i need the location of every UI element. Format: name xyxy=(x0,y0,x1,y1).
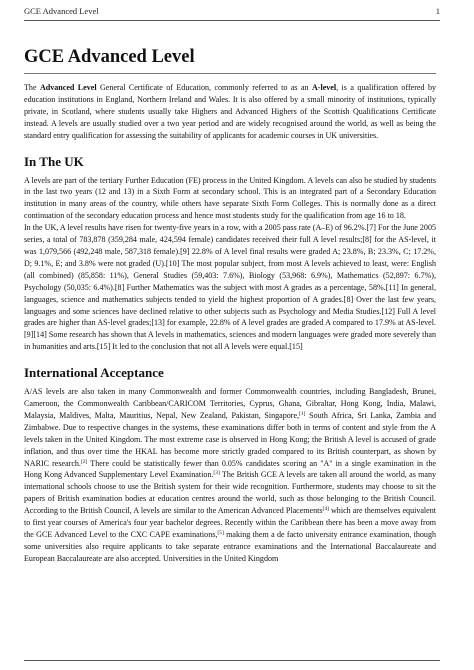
intl-text-6: making them a de facto university entrance examination, though some universities also require applicants to take separate entrance examinations and the International Baccalaureate and European Baccalaureate are also accepted. Universities in the United Kingdom xyxy=(24,530,436,563)
uk-paragraph-2: In the UK, A level results have risen for twenty-five years in a row, with a 2005 pass rate (A–E) of 96.2%.[7] For the June 2005 series, a total of 783,878 (359,284 male, 424,594 female) candidates received their full A level results;[8] for the AS-level, it was 1,079,566 (492,248 male, 587,318 female).[9] 22.8% of A level final results were graded A; 23.8%, B; 23.3%, C; 17.2%, D; 9.1%, E; and 3.8% were not graded (U).[10] The most popular subject, from most A levels achieved to least, were: English (all combined) (85,858: 11%), General Studies (59,403: 7.6%), Biology (53,968: 6.9%), Mathematics (52,897: 6.7%), Psychology (50,035: 6.4%).[8] Further Mathematics was the subject with most A grades as a percentage, 58%.[11] In general, languages, science and mathematics subjects tended to yield the highest proportion of A grades.[8] Over the last few years, languages and some sciences have declined relative to other subjects such as Psychology and Media Studies.[12] Full A level grades are higher than AS-level grades;[13] for example, 22.8% of A level grades are graded A compared to 17.9% at AS-level.[9][14] Some research has shown that A levels in mathematics, sciences and modern languages were graded more severely than in humanities and arts.[15] It led to the conclusion that not all A levels were equal.[15] xyxy=(24,223,436,352)
intro-text-1: General Certificate of Education, commonly referred to as an xyxy=(96,83,312,92)
intl-text-3: There could be statistically fewer than 0.05% candidates scoring an "A" in a single examination in the Hong Kong Advanced Supplementary Level Examination. xyxy=(24,458,436,480)
intl-text-5: which are themselves equivalent to first year courses of America's four year bachelor degrees. Recently within the Caribbean there has been a move away from the GCE Advanced Level to the CXC CAPE examinations, xyxy=(24,506,436,539)
citation-5[interactable]: [5] xyxy=(217,530,224,536)
article-body xyxy=(24,26,436,565)
section-heading-uk: In The UK xyxy=(24,153,84,169)
intro-paragraph: The Advanced Level General Certificate of Education, commonly referred to as an A-level, is a qualification offered by education institutions in England, Northern Ireland and Wales. It is also offered by a small minority of institutions, typically private, in Scotland, where students usually take Highers and Advanced Highers of the Scottish Qualifications Certificate instead. A levels are usually studied over a two year period and are widely recognised around the world, as well as being the standard entry qualification for assessing the suitability of applicants for academic courses in UK universities. xyxy=(24,83,436,140)
header-divider xyxy=(24,20,440,21)
uk-paragraph-1: A levels are part of the tertiary Further Education (FE) process in the United Kingdom. A levels can also be studied by students in the last two years (12 and 13) in a Sixth Form at secondary school. This is an integrated part of a Secondary Education institution in many areas of the country, while others have separate Sixth Form Colleges. This is normally done as a direct continuation of the secondary education process and hence most students study for the qualification from age 16 to 18. xyxy=(24,175,436,221)
citation-2[interactable]: [2] xyxy=(80,458,88,465)
intro-bold-term: Advanced Level xyxy=(39,83,97,92)
intl-text-4: The British GCE A levels are taken all around the world, as many international schools choose to use the British system for their wide recognition. Furthermore, students may choose to sit the papers of British examination bodies at education centres around the world, such as those belonging to the British Council. According to the British Council, A levels are similar to the American Advanced Placements xyxy=(24,470,436,516)
section-heading-international: International Acceptance xyxy=(24,365,164,381)
intl-text-1: A/AS levels are also taken in many Commonwealth and former Commonwealth countries, including Bangladesh, Brunei, Cameroon, the Commonwealth Caribbean/CARICOM Territories, Cyprus, Ghana, Gibraltar, Hong Kong, India, Malawi, Malaysia, Maldives, Malta, Mauritius, Nepal, New Zealand, Pakistan, Singapore, xyxy=(24,387,436,420)
intro-bold-alevel: A-level xyxy=(311,83,337,92)
international-paragraph xyxy=(24,386,436,565)
running-title: GCE Advanced Level xyxy=(24,6,99,16)
citation-4[interactable]: [4] xyxy=(322,506,329,513)
intl-text-2: South Africa, Sri Lanka, Zambia and Zimbabwe. Due to respective changes in the systems, these examinations differ both in terms of content and style from the A levels taken in the United Kingdom. The most extreme case is observed in Hong Kong; the British A level is accused of grade inflation, and thus over time the HKAL has become more strictly graded compared to its British counterpart, as shown by NARIC research. xyxy=(24,410,436,468)
footer-divider xyxy=(24,660,440,661)
intro-text-2: , is a qualification offered by education institutions in England, Northern Ireland and Wales. It is also offered by a small minority of institutions, typically private, in Scotland, where students usually take Highers and Advanced Highers of the Scottish Qualifications Certificate instead. A levels are usually studied over a two year period and are widely recognised around the world, as well as being the standard entry qualification for assessing the suitability of applicants for academic courses in UK universities. xyxy=(24,83,436,140)
page-number: 1 xyxy=(435,6,440,16)
title-divider xyxy=(24,73,436,74)
citation-1[interactable]: [1] xyxy=(299,410,306,417)
running-header xyxy=(24,6,440,16)
page-title: GCE Advanced Level xyxy=(24,47,195,67)
citation-3[interactable]: [3] xyxy=(213,470,220,477)
